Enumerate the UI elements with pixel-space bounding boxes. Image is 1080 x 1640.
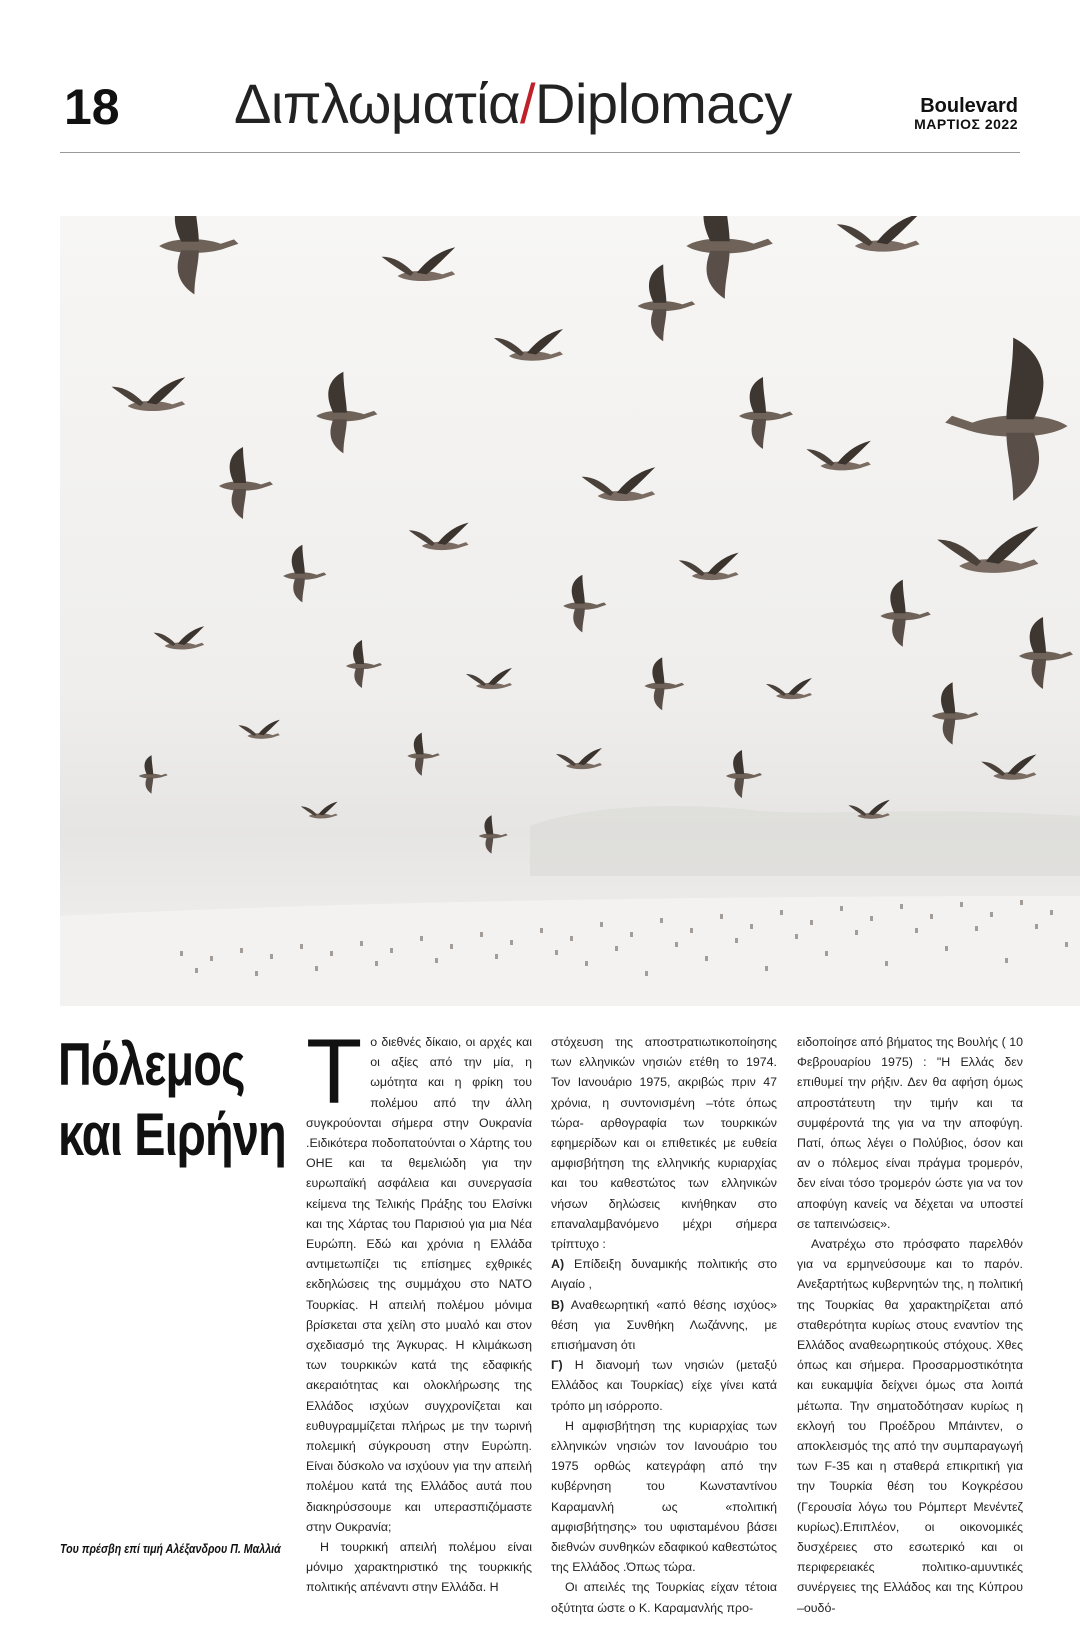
geese-photo-illustration <box>60 216 1080 1006</box>
masthead <box>914 96 1018 132</box>
paragraph: Οι απειλές της Τουρκίας είχαν τέτοια οξύτητα ώστε ο Κ. Καραμανλής προ- <box>551 1580 777 1615</box>
list-item-text: Αναθεωρητική «από θέσης ισχύος» θέση για Συνθήκη Λωζάννης, με επισήμανση ότι <box>551 1297 777 1353</box>
paragraph: Η αμφισβήτηση της κυριαρχίας των ελληνικών νησιών τον Ιανουάριο του 1975 ορθώς κατεγράφη από την κυβέρνηση του Κωνσταντίνου Καραμανλή ως «πολιτική αμφισβήτησης» του υφισταμένου βάσει διεθνών συνθηκών εδαφικού καθεστώτος της Ελλάδος .Όπως τώρα. <box>551 1418 777 1575</box>
issue-date: ΜΑΡΤΙΟΣ 2022 <box>914 116 1018 132</box>
list-item-label: Α) <box>551 1257 565 1272</box>
article-column-3 <box>797 1032 1023 1618</box>
article-byline: Του πρέσβη επί τιμή Αλέξανδρου Π. Μαλλιά <box>60 1541 281 1556</box>
brand-logo: Boulevard <box>920 95 1018 117</box>
paragraph: στόχευση της αποστρατιωτικοποίησης των ελληνικών νησιών ετέθη το 1974. Τον Ιανουάριο 1975, ακριβώς πριν 47 χρόνια, η συντονισμένη –τότε όπως τώρα- αρθογραφία των τουρκικών εφημερίδων και οι επιθετικές με ευθεία αμφισβήτηση της ελληνικής κυριαρχίας και του καθεστώτος των ελληνικών νήσων δηλώσεις κινήθηκαν στο επαναλαμβανόμενο μέχρι σήμερα τρίπτυχο : <box>551 1035 777 1252</box>
article-column-1 <box>306 1021 532 1598</box>
list-item-label: Β) <box>551 1297 565 1312</box>
header-rule <box>60 152 1020 153</box>
headline-line-2: και Ειρήνη <box>58 1100 286 1168</box>
section-title-greek: Διπλωματία <box>234 72 520 135</box>
article-headline <box>58 1030 292 1169</box>
section-title-slash: / <box>519 72 535 135</box>
list-item <box>551 1254 777 1294</box>
list-item <box>551 1295 777 1356</box>
paragraph: Η τουρκική απειλή πολέμου είναι μόνιμο χαρακτηριστικό της τουρκικής πολιτικής απέναντι στην Ελλάδα. Η <box>306 1540 532 1595</box>
paragraph <box>306 1021 532 1537</box>
article-column-2 <box>551 1032 777 1618</box>
paragraph: ειδοποίησε από βήματος της Βουλής ( 10 Φεβρουαρίου 1975) : "Η Ελλάς δεν επιθυμεί την ρήξιν. Δεν θα αφήση όμως απροστάτευτη την τιμήν και τα συμφέροντά της για να την αποφύγη. Πατί, όπως λέγει ο Πολύβιος, όσον και αν ο πόλεμος είναι πράγμα τρομερόν, δεν είναι τόσο τρομερόν ώστε για να τον αποφύγη κανείς να δέχεται να υποστεί σε ταπεινώσεις». <box>797 1035 1023 1231</box>
list-item-label: Γ) <box>551 1358 563 1373</box>
section-title-english: Diplomacy <box>535 72 792 135</box>
drop-cap: Τ <box>306 1021 363 1123</box>
article-photo <box>60 216 1080 1006</box>
page-number: 18 <box>64 79 120 135</box>
headline-line-1: Πόλεμος <box>58 1031 245 1098</box>
list-item <box>551 1355 777 1416</box>
list-item-text: Η διανομή των νησιών (μεταξύ Ελλάδος και Τουρκίας) είχε γίνει κατά τρόπο μη ισόρροπο. <box>551 1358 777 1413</box>
paragraph: Ανατρέχω στο πρόσφατο παρελθόν για να ερμηνεύσουμε και το παρόν. Ανεξαρτήτως κυβερνητών της, η πολιτική της Τουρκίας θα χαρακτηρίζεται από σταθερότητα κυρίως στους εναντίον της Ελλάδος αναθεωρητικούς στόχους. Χθες όπως και σήμερα. Προσαρμοστικότητα και ευκαμψία δείχνει όμως στα λοιπά μέτωπα. Την σηματοδότησαν κυρίως η εκλογή του Προέδρου Μπάιντεν, ο αποκλεισμός της από την συμπαραγωγή των F-35 και η σταθερά επικριτική για την Τουρκία θέση του Κογκρέσου (Γερουσία λόγω του Ρόμπερτ Μενέντεζ κυρίως).Επιπλέον, οι οικονομικές δυσχέρειες στο εσωτερικό και οι περιφερειακές πολιτικο-αμυντικές συνέργειες της Ελλάδος και της Κύπρου –ουδό- <box>797 1237 1023 1615</box>
paragraph-text: ο διεθνές δίκαιο, οι αρχές και οι αξίες από την μία, η ωμότητα και η φρίκη του πολέμου από την άλλη συγκρούονται σήμερα στην Ουκρανία .Ειδικότερα ποδοπατούνται ο Χάρτης του ΟΗΕ και τα θεμελιώδη για την ευρωπαϊκή ασφάλεια και συνεργασία κείμενα της Τελικής Πράξης του Ελσίνκι και της Χάρτας του Παρισιού για μια Νέα Ευρώπη. Εδώ και χρόνια η Ελλάδα αντιμετωπίζει τις επίσημες εχθρικές εκδηλώσεις της συμμάχου στο ΝΑΤΟ Τουρκίας. Η απειλή πολέμου μόνιμα βρίσκεται στα χείλη στο μυαλό και στον σχεδιασμό της Άγκυρας. Η κλιμάκωση των τουρκικών κατά της εδαφικής ακεραιότητας και ολοκλήρωσης της Ελλάδος ισχύων συγχρονίζεται και ευθυγραμμίζεται πλήρως με την τωρινή πολεμική σύγκρουση στην Ευρώπη. Είναι δύσκολο να ισχύουν για την απειλή πολέμου κατά της Ελλάδος αυτά που διακηρύσσουμε και υπερασπιζόμαστε στην Ουκρανία; <box>306 1035 532 1534</box>
list-item-text: Επίδειξη δυναμικής πολιτικής στο Αιγαίο , <box>551 1257 777 1292</box>
section-title <box>234 72 792 135</box>
